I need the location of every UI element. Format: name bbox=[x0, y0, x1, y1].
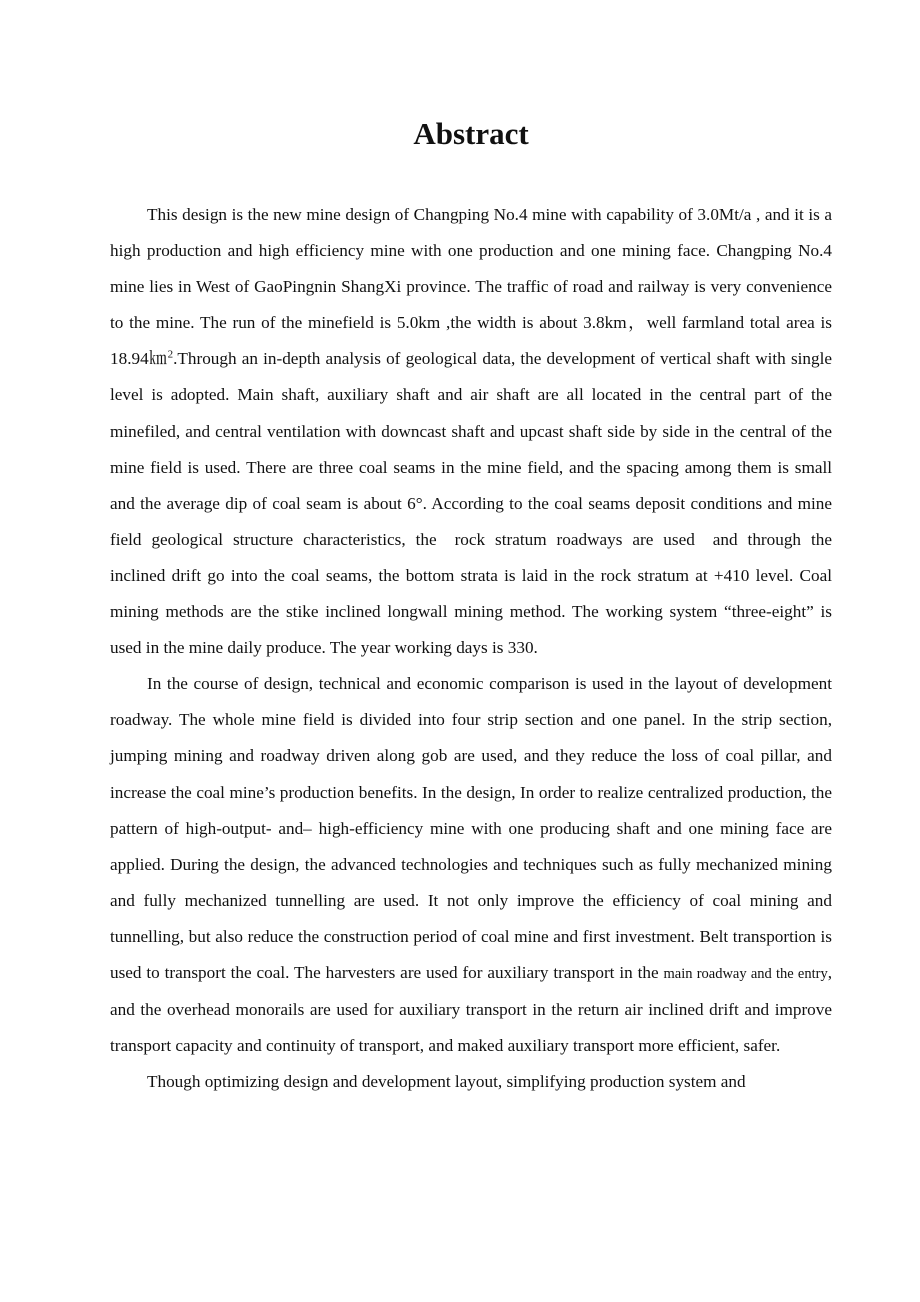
paragraph-1 bbox=[110, 197, 832, 666]
paragraph-2-text-a: In the course of design, technical and economic comparison is used in the layout of development roadway. The whole mine field is divided into four strip section and one panel. In the strip section, jumping mining and roadway driven along gob are used, and they reduce the loss of coal pillar, and increase the coal mine’s production benefits. In the design, In order to realize centralized production, the pattern of high-output- and– high-efficiency mine with one producing shaft and one mining face are applied. During the design, the advanced technologies and techniques such as fully mechanized mining and fully mechanized tunnelling are used. It not only improve the efficiency of coal mining and tunnelling, but also reduce the construction period of coal mine and first investment. Belt transportion is used to transport the coal. The harvesters are used for auxiliary transport in the bbox=[110, 674, 832, 982]
page-title: Abstract bbox=[413, 116, 529, 151]
abstract-body bbox=[110, 197, 832, 1100]
paragraph-1-text-b: .Through an in-depth analysis of geological data, the development of vertical shaft with single level is adopted. Main shaft, auxiliary shaft and air shaft are all located in the central part of the minefiled, and central ventilation with downcast shaft and upcast shaft side by side in the central of the mine field is used. There are three coal seams in the mine field, and the spacing among them is small and the average dip of coal seam is about 6°. According to the coal seams deposit conditions and mine field geological structure characteristics, the bbox=[110, 349, 832, 549]
paragraph-1-text-d: and through the inclined drift go into the coal seams, the bottom strata is laid in the rock stratum at +410 level. Coal mining methods are the stike inclined longwall mining method. The working system “three-eight” is used in the mine daily produce. The year working days is 330. bbox=[110, 529, 832, 658]
paragraph-2-text-b: , and the overhead monorails are used for auxiliary transport in the return air inclined drift and improve transport capacity and continuity of transport, and maked auxiliary transport more efficient, safer. bbox=[110, 962, 833, 1056]
area-unit-superscript: 2 bbox=[167, 348, 174, 361]
paragraph-2 bbox=[110, 666, 832, 1064]
paragraph-1-text-a: This design is the new mine design of Changping No.4 mine with capability of 3.0Mt/a , and it is a high production and high efficiency mine with one production and one mining face. Changping No.4 mine lies in West of GaoPingnin ShangXi province. The traffic of road and railway is very convenience to the mine. The run of the minefield is 5.0km ,the width is about 3.8km，well farmland total area is 18.94 bbox=[110, 205, 832, 369]
area-unit: ㎞ bbox=[148, 349, 168, 369]
paragraph-1-text-c: rock stratum roadways are used bbox=[454, 529, 695, 549]
paragraph-3-text: Though optimizing design and development layout, simplifying production system and bbox=[147, 1072, 746, 1092]
paragraph-2-small-text: main roadway and the entry bbox=[663, 965, 828, 982]
paragraph-3 bbox=[110, 1064, 832, 1100]
